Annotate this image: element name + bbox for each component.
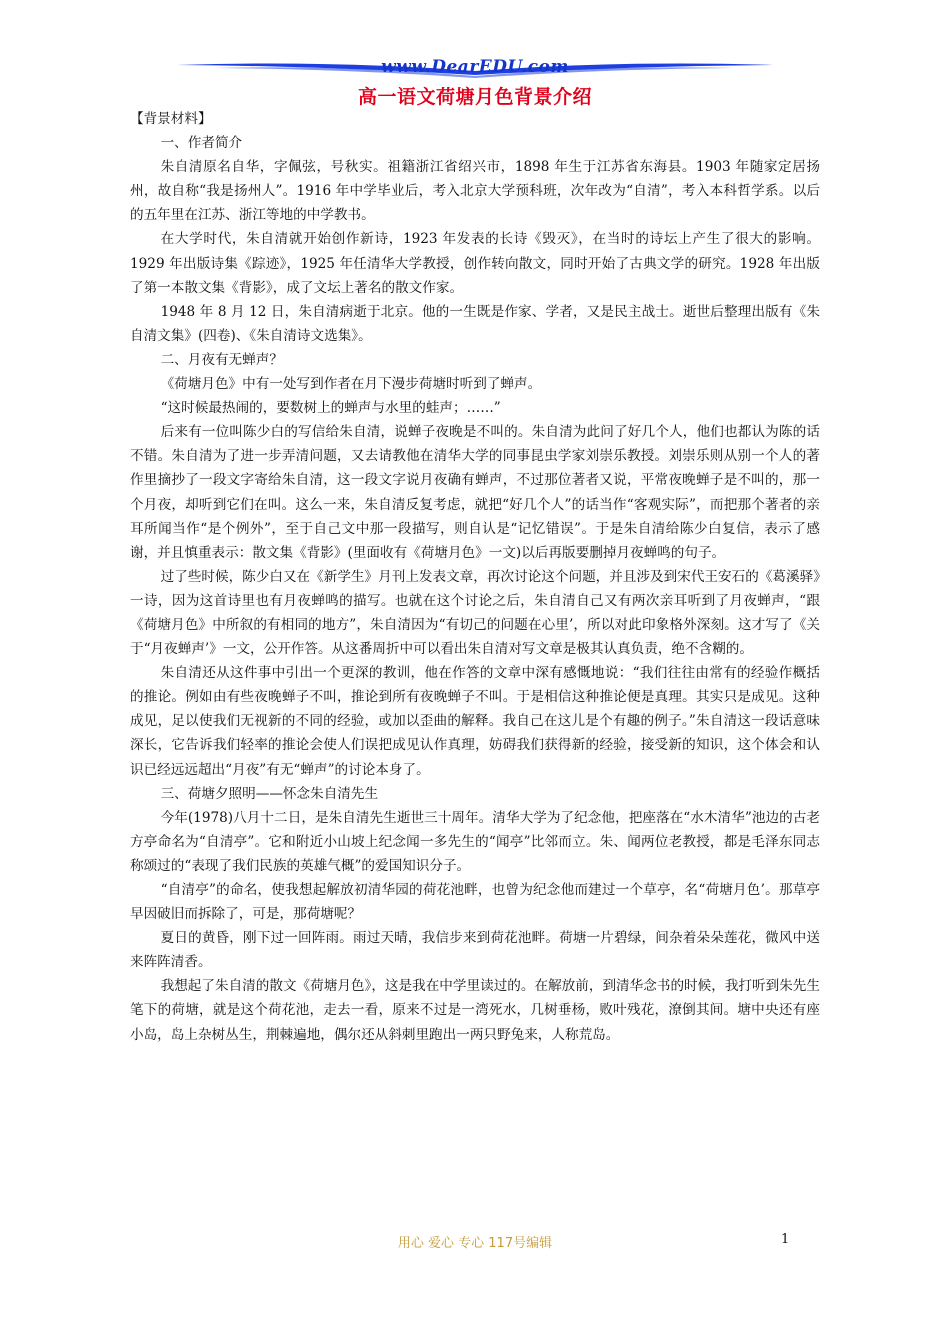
paragraph: 今年(1978)八月十二日，是朱自清先生逝世三十周年。清华大学为了纪念他，把座落在“水木清华”池边的古老方亭命名为“自清亭”。它和附近小山坡上纪念闻一多先生的“闻亭”比邻而立。朱、闻两位老教授，都是毛泽东同志称颂过的“表现了我们民族的英雄气概”的爱国知识分子。 [130, 809, 820, 874]
paragraph: 1948 年 8 月 12 日，朱自清病逝于北京。他的一生既是作家、学者，又是民主战士。逝世后整理出版有《朱自清文集》(四卷)、《朱自清诗文选集》。 [130, 303, 820, 344]
site-url-logo[interactable]: www.DearEDU.com [381, 57, 569, 77]
paragraph: 我想起了朱自清的散文《荷塘月色》，这是我在中学里读过的。在解放前，到清华念书的时候，我打听到朱先生笔下的荷塘，就是这个荷花池，走去一看，原来不过是一湾死水，几树垂杨，败叶残花，潦倒其间。塘中央还有座小岛，岛上杂树丛生，荆棘遍地，偶尔还从斜刺里跑出一两只野兔来，人称荒岛。 [130, 978, 820, 1043]
heading-author-intro: 一、作者简介 [160, 135, 243, 152]
page-number: 1 [781, 1232, 790, 1247]
footer-note: 用心 爱心 专心 117号编辑 [397, 1236, 553, 1251]
paragraph: 朱自清原名自华，字佩弦，号秋实。祖籍浙江省绍兴市，1898 年生于江苏省东海县。1903 年随家定居扬州，故自称“我是扬州人”。1916 年中学毕业后，考入北京大学预科班，次年改为“自清”，考入本科哲学系。以后的五年里在江苏、浙江等地的中学教书。 [130, 159, 820, 224]
paragraph: 朱自清还从这件事中引出一个更深的教训，他在作答的文章中深有感慨地说：“我们往往由常有的经验作概括的推论。例如由有些夜晚蝉子不叫，推论到所有夜晚蝉子不叫。于是相信这种推论便是真理。其实只是成见。这种成见，足以使我们无视新的不同的经验，或加以歪曲的解释。我自己在这儿是个有趣的例子。”朱自清这一段话意味深长，它告诉我们轻率的推论会使人们误把成见认作真理，妨碍我们获得新的经验，接受新的知识，这个体会和认识已经远远超出“月夜”有无“蝉声”的讨论本身了。 [130, 665, 820, 778]
quote-paragraph: “这时候最热闹的，要数树上的蝉声与水里的蛙声；……” [160, 400, 501, 417]
article-body [130, 107, 820, 1047]
paragraph: 在大学时代，朱自清就开始创作新诗，1923 年发表的长诗《毁灭》，在当时的诗坛上产生了很大的影响。1929 年出版诗集《踪迹》，1925 年任清华大学教授，创作转向散文，同时开始了古典文学的研究。1928 年出版了第一本散文集《背影》，成了文坛上著名的散文作家。 [130, 231, 820, 296]
heading-memorial: 三、荷塘夕照明——怀念朱自清先生 [160, 785, 379, 802]
paragraph: 后来有一位叫陈少白的写信给朱自清，说蝉子夜晚是不叫的。朱自清为此问了好几个人，他们也都认为陈的话不错。朱自清为了进一步弄清问题，又去请教他在清华大学的同事昆虫学家刘崇乐教授。刘崇乐则从别一个人的著作里摘抄了一段文字寄给朱自清，这一段文字说月夜确有蝉声，不过那位著者又说，平常夜晚蝉子是不叫的，那一个月夜，却听到它们在叫。这么一来，朱自清反复考虑，就把“好几个人”的话当作“客观实际”，而把那个著者的亲耳所闻当作“是个例外”，至于自己文中那一段描写，则自认是“记忆错误”。于是朱自清给陈少白复信，表示了感谢，并且慎重表示：散文集《背影》(里面收有《荷塘月色》一文)以后再版要删掉月夜蝉鸣的句子。 [130, 424, 820, 561]
heading-cicada-question: 二、月夜有无蝉声？ [160, 351, 283, 368]
paragraph: 过了些时候，陈少白又在《新学生》月刊上发表文章，再次讨论这个问题，并且涉及到宋代王安石的《葛溪驿》一诗，因为这首诗里也有月夜蝉鸣的描写。也就在这个讨论之后，朱自清自己又有两次亲耳听到了月夜蝉声，“跟《荷塘月色》中所叙的有相同的地方”，朱自清因为“有切己的问题在心里’，所以对此印象格外深刻。这才写了《关于“月夜蝉声’》一文，公开作答。从这番周折中可以看出朱自清对写文章是极其认真负责，绝不含糊的。 [130, 568, 820, 658]
paragraph: 夏日的黄昏，刚下过一回阵雨。雨过天晴，我信步来到荷花池畔。荷塘一片碧绿，间杂着朵朵莲花，微风中送来阵阵清香。 [130, 930, 820, 971]
paragraph: “自清亭”的命名，使我想起解放初清华园的荷花池畔，也曾为纪念他而建过一个草亭，名“荷塘月色’。那草亭早因破旧而拆除了，可是，那荷塘呢？ [130, 882, 820, 923]
page-title: 高一语文荷塘月色背景介绍 [357, 86, 592, 108]
section-tag: 【背景材料】 [130, 111, 212, 127]
paragraph: 《荷塘月色》中有一处写到作者在月下漫步荷塘时听到了蝉声。 [160, 376, 542, 393]
